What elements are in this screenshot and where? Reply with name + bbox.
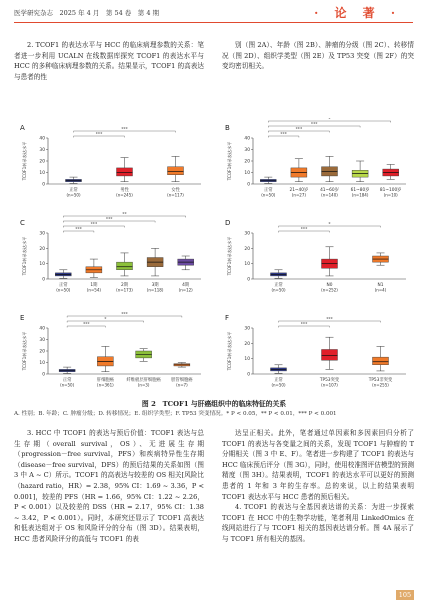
y-tick-label: 20 <box>39 246 45 252</box>
x-category-label: 正常 <box>274 283 283 288</box>
panel-label: D <box>225 219 231 227</box>
x-category-n: (n=118) <box>146 287 164 293</box>
x-category-label: 正常 <box>69 188 78 193</box>
y-tick-label: 20 <box>244 246 250 252</box>
y-tick-label: 30 <box>244 326 250 332</box>
page-header <box>14 6 413 23</box>
x-category-label: 男性 <box>120 188 129 193</box>
x-category-n: (n=4) <box>374 287 387 293</box>
left-column-top <box>14 40 204 82</box>
x-category-n: (n=50) <box>56 287 71 293</box>
y-tick-label: 20 <box>39 159 45 165</box>
x-category-n: (n=255) <box>372 382 389 388</box>
y-tick-label: 20 <box>39 349 45 355</box>
x-category-n: (n=107) <box>321 382 338 388</box>
y-tick-label: 0 <box>42 277 45 283</box>
x-category-label: 21~40岁 <box>289 188 309 193</box>
x-category-label: 81~100岁 <box>379 188 402 193</box>
y-axis-label: TCOF1转录表达水平 <box>22 331 27 371</box>
y-tick-label: 10 <box>244 171 250 176</box>
y-axis-label: TCOF1转录表达水平 <box>227 141 232 181</box>
x-category-n: (n=50) <box>60 382 75 388</box>
significance-stars: *** <box>121 127 128 133</box>
x-category-n: (n=50) <box>271 382 286 388</box>
box-tumor <box>117 262 133 270</box>
x-category-label: 正常 <box>264 188 273 193</box>
y-tick-label: 40 <box>244 136 250 142</box>
y-tick-label: 30 <box>244 231 250 237</box>
y-axis-label: TCOF1转录表达水平 <box>227 236 232 276</box>
paragraph: 3. HCC 中 TCOF1 的表达与预后价值：TCOF1 表达与总生存期（overall survival，OS）、无进展生存期（progression－free survival，PFS）和疾病特异性生存期（disease－free survival，DFS）的预后结果的关系如图（图 3 中 A ~ C）所示。TCOF1 的高表达与较差的 OS 相关[风险比（hazard ratio，HR）= 2.38，95% CI：1.69 ~ 3.36，P < 0.001]，较差的 PFS（HR = 1.66，95% CI：1.22 ~ 2.26，P < 0.001）以及较差的 DSS（HR = 2.17，95% CI：1.38 ~ 3.42，P < 0.001）。同时，本研究还显示了 TCOF1 高表达和低表达组对于 OS 和风险评分的分布（图 3D）。结果表明，HCC 患者风险评分的高低与 TCOF1 的表 <box>14 429 204 543</box>
box-tumor <box>117 168 133 176</box>
figure-note: A. 性别；B. 年龄；C. 肿瘤分级；D. 转移情况；E. 组织学类型；F. TP53 突变情况。* P < 0.05，** P < 0.01，*** P < 0.001 <box>14 411 337 417</box>
significance-stars: *** <box>75 227 82 233</box>
y-tick-label: 20 <box>244 341 250 347</box>
y-tick-label: 40 <box>39 136 45 142</box>
x-category-label: N1 <box>377 283 384 288</box>
paragraph: 4. TCOF1 的表达与全基因表达谱的关系：为进一步探索 TCOF1 在 HCC 中的生物学功能，笔者利用 LinkedOmics 在线网站进行了与 TCOF1 相关的基因表达谱分析。图 4A 展示了与 TCOF1 所有相关的基因。 <box>222 503 414 543</box>
significance-stars: *** <box>295 127 303 133</box>
x-category-label: 肝细胞癌 <box>96 378 114 383</box>
left-column-bottom <box>14 428 204 545</box>
page-number: 105 <box>396 590 414 600</box>
y-tick-label: 0 <box>247 372 250 378</box>
section-label: · 论 著 · <box>314 6 401 20</box>
panel-B <box>225 118 406 198</box>
x-category-label: 2期 <box>120 283 129 288</box>
y-tick-label: 40 <box>39 326 45 332</box>
x-category-n: (n=173) <box>116 287 133 293</box>
x-category-n: (n=184) <box>351 192 369 198</box>
y-tick-label: 10 <box>244 357 250 363</box>
y-tick-label: 30 <box>39 148 45 153</box>
x-category-label: 女性 <box>171 188 180 193</box>
panel-C <box>20 211 201 292</box>
significance-stars: * <box>104 317 107 323</box>
y-tick-label: 10 <box>244 262 250 268</box>
right-column-bottom <box>222 428 414 545</box>
significance-stars: * <box>328 222 331 228</box>
x-category-label: 正常 <box>274 378 283 383</box>
y-tick-label: 0 <box>247 277 250 283</box>
y-tick-label: 30 <box>39 338 45 343</box>
x-category-n: (n=361) <box>97 382 114 388</box>
x-category-n: (n=252) <box>321 287 338 293</box>
significance-stars: *** <box>105 217 113 223</box>
y-axis-label: TCOF1转录表达水平 <box>22 141 27 181</box>
x-category-n: (n=7) <box>176 382 188 388</box>
x-category-label: 61~80岁 <box>350 188 370 193</box>
x-category-label: 正常 <box>62 378 72 383</box>
panel-label: A <box>20 124 25 132</box>
paragraph: 达呈正相关。此外，笔者通过单因素和多因素回归分析了 TCOF1 的表达与各变量之间的关系，发现 TCOF1 与肿瘤的 T 分期相关（图 3 中 E、F）。笔者进一步构建了 TCOF1 的表达与 HCC 临床预后评分（图 3G），同时，使用校准图评估模型的预测精度（图 3H）。结果表明，TCOF1 的表达水平可以更好的预测患者的 1 年和 3 年的生存率。总的来说，以上的结果表明 TCOF1 表达水平与 HCC 患者的预后相关。 <box>222 429 414 501</box>
x-category-label: 纤维板层肝细胞癌 <box>126 378 161 383</box>
x-category-n: (n=10) <box>383 192 398 198</box>
box-tumor <box>322 349 338 360</box>
y-axis-label: TCOF1转录表达水平 <box>22 236 27 276</box>
x-category-n: (n=140) <box>321 192 338 198</box>
x-category-label: N0 <box>326 283 333 288</box>
x-category-n: (n=27) <box>291 192 306 198</box>
x-category-label: 41~60岁 <box>320 188 339 193</box>
paragraph: 别（图 2A）、年龄（图 2B）、肿瘤的分级（图 2C）、转移情况（图 2D）、组织学类型（图 2E）及 TP53 突变（图 2F）的突变均密切相关。 <box>222 41 414 71</box>
x-category-label: 胆管细胞癌 <box>171 378 193 383</box>
x-category-label: 4期 <box>182 283 190 288</box>
x-category-label: 3期 <box>151 283 159 288</box>
box-tumor <box>373 357 389 365</box>
panel-label: E <box>20 314 25 322</box>
x-category-label: 1期 <box>90 283 98 288</box>
x-category-label: TP53突变 <box>319 378 340 383</box>
significance-stars: *** <box>300 227 308 233</box>
paragraph: 2. TCOF1 的表达水平与 HCC 的临床病理参数的关系：笔者进一步利用 UCALN 在线数据库探究 TCOF1 的表达水平与 HCC 的多种临床病理参数的关系。结果显示，TCOF1 的高表达与患者的性 <box>14 41 204 81</box>
x-category-label: TP53非突变 <box>368 378 393 383</box>
x-category-n: (n=3) <box>137 382 150 388</box>
box-tumor <box>168 167 184 175</box>
y-tick-label: 30 <box>244 148 250 153</box>
significance-stars: *** <box>326 317 333 323</box>
x-category-n: (n=117) <box>167 192 184 198</box>
significance-stars: *** <box>280 132 287 138</box>
significance-stars: ** <box>122 212 127 218</box>
x-category-label: 正常 <box>59 283 68 288</box>
significance-stars: *** <box>90 222 98 228</box>
x-category-n: (n=50) <box>271 287 286 293</box>
y-tick-label: 0 <box>42 372 45 378</box>
y-tick-label: 0 <box>247 182 250 188</box>
y-tick-label: 10 <box>39 171 45 176</box>
y-tick-label: 10 <box>39 361 45 366</box>
y-tick-label: 0 <box>42 182 45 188</box>
panel-E <box>20 311 201 387</box>
journal-info: 医学研究杂志 2025 年 4 月 第 54 卷 第 4 期 <box>14 9 160 17</box>
x-category-n: (n=12) <box>178 287 193 293</box>
y-tick-label: 20 <box>244 159 250 165</box>
x-category-n: (n=50) <box>261 192 276 198</box>
significance-stars: *** <box>82 322 90 328</box>
x-category-n: (n=54) <box>86 287 101 293</box>
panel-A <box>20 124 201 198</box>
x-category-n: (n=245) <box>116 192 133 198</box>
x-category-n: (n=50) <box>66 192 81 198</box>
figure-caption: 图 2 TCOF1 与肝癌组织中的临床特征的关系 <box>141 400 287 408</box>
panel-label: F <box>225 314 230 322</box>
significance-stars: *** <box>310 122 318 128</box>
significance-stars: *** <box>121 312 128 318</box>
y-tick-label: 30 <box>39 231 45 237</box>
significance-stars: * <box>328 118 331 123</box>
significance-stars: *** <box>95 132 103 138</box>
figure-2-panels <box>14 118 414 398</box>
y-tick-label: 10 <box>39 262 45 268</box>
y-axis-label: TCOF1转录表达水平 <box>227 331 232 371</box>
panel-F <box>225 314 406 388</box>
significance-stars: *** <box>300 322 308 328</box>
figure-2 <box>14 118 414 398</box>
panel-label: C <box>20 219 25 227</box>
panel-D <box>225 219 406 293</box>
panel-label: B <box>225 124 230 132</box>
right-column-top <box>222 40 414 72</box>
